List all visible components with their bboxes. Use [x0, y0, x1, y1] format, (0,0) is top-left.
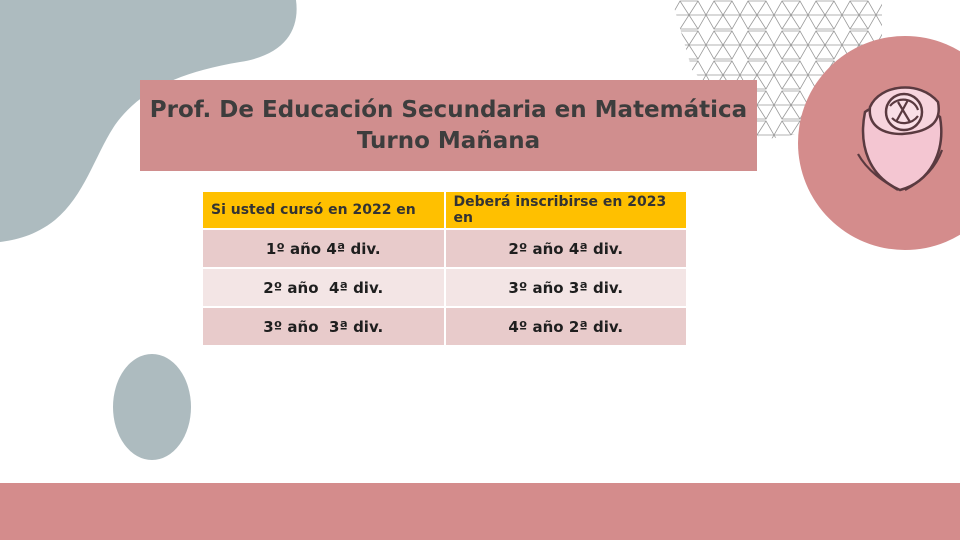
slide-title-line-2: Turno Mañana: [356, 127, 541, 154]
bottom-band-decoration: [0, 483, 960, 540]
table-cell: 3º año 3ª div.: [445, 268, 688, 307]
slide-title-line-1: Prof. De Educación Secundaria en Matemática: [149, 96, 748, 123]
header-cell-2022: Si usted cursó en 2022 en: [202, 191, 445, 229]
table-row: [202, 268, 687, 307]
table-cell: 2º año 4ª div.: [202, 268, 445, 307]
rose-icon: [850, 72, 950, 197]
table-row: [202, 307, 687, 346]
table-cell: 2º año 4ª div.: [445, 229, 688, 268]
table-row: [202, 229, 687, 268]
header-cell-2023: Deberá inscribirse en 2023 en: [445, 191, 688, 229]
enrollment-table: [201, 190, 688, 347]
gray-oval-decoration: [111, 353, 193, 461]
table-cell: 3º año 3ª div.: [202, 307, 445, 346]
table-cell: 4º año 2ª div.: [445, 307, 688, 346]
table-cell: 1º año 4ª div.: [202, 229, 445, 268]
table-header-row: [202, 191, 687, 229]
title-box: [140, 80, 757, 171]
